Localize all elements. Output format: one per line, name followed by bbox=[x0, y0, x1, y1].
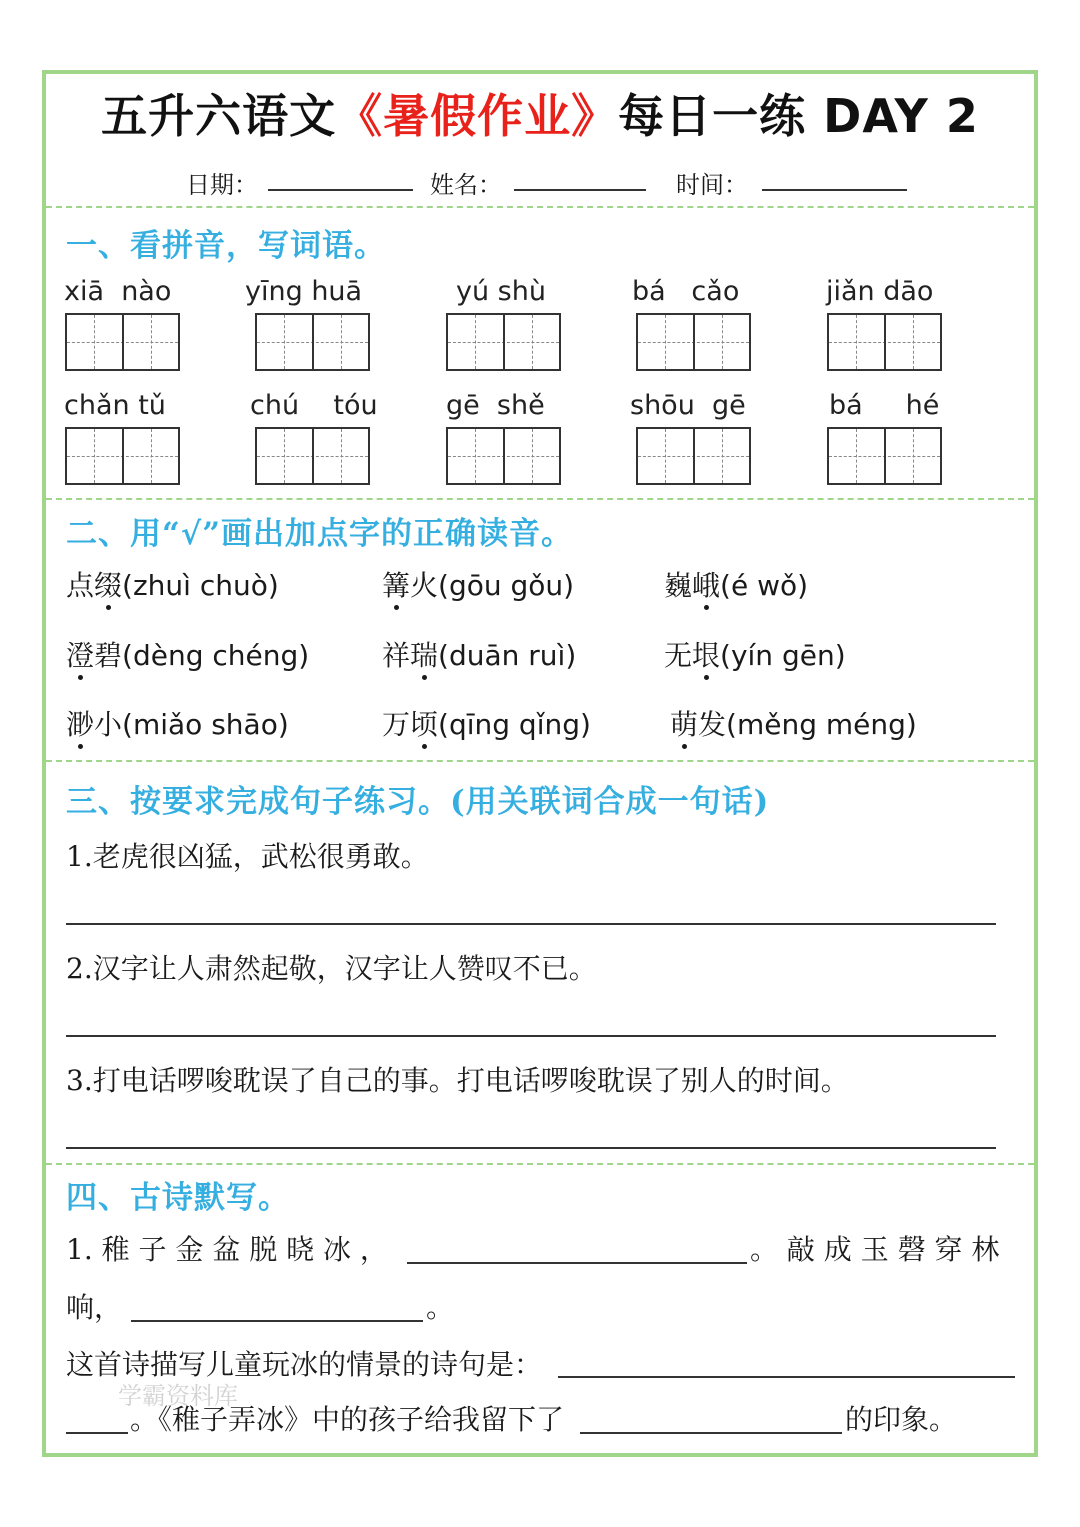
section1-title: 一、看拼音，写词语。 bbox=[66, 228, 386, 264]
sentence-question: 3.打电话啰唆耽误了自己的事。打电话啰唆耽误了别人的时间。 bbox=[66, 1064, 849, 1097]
answer-line[interactable] bbox=[66, 923, 996, 925]
sentence-question: 1.老虎很凶猛，武松很勇敢。 bbox=[66, 840, 429, 873]
writing-box[interactable] bbox=[827, 427, 942, 485]
writing-box[interactable] bbox=[65, 313, 180, 371]
pronunciation-item[interactable]: 祥瑞(duān ruì) bbox=[382, 639, 577, 672]
answer-line[interactable] bbox=[66, 1035, 996, 1037]
section2-title: 二、用“√”画出加点字的正确读音。 bbox=[66, 516, 574, 552]
writing-box[interactable] bbox=[446, 427, 561, 485]
writing-box[interactable] bbox=[255, 427, 370, 485]
page-title bbox=[0, 80, 1080, 146]
pinyin-label: yú shù bbox=[456, 276, 546, 307]
sentence-question: 2.汉字让人肃然起敬，汉字让人赞叹不已。 bbox=[66, 952, 597, 985]
pronunciation-item[interactable]: 无垠(yín gēn) bbox=[664, 639, 846, 672]
pinyin-label: xiā nào bbox=[64, 276, 172, 307]
writing-box[interactable] bbox=[636, 313, 751, 371]
watermark: 学霸资料库 bbox=[118, 1382, 238, 1410]
divider bbox=[46, 760, 1034, 762]
date-label: 日期： bbox=[186, 171, 258, 199]
title-prefix: 五升六语文 bbox=[101, 89, 337, 143]
date-field[interactable] bbox=[268, 165, 413, 191]
writing-box[interactable] bbox=[636, 427, 751, 485]
writing-box[interactable] bbox=[446, 313, 561, 371]
poem-line: 。 bbox=[426, 1291, 455, 1324]
writing-box[interactable] bbox=[827, 313, 942, 371]
pronunciation-item[interactable]: 点缀(zhuì chuò) bbox=[66, 569, 279, 602]
pinyin-label: bá cǎo bbox=[632, 276, 740, 307]
pronunciation-item[interactable]: 澄碧(dèng chéng) bbox=[66, 639, 310, 672]
poem-question: 这首诗描写儿童玩冰的情景的诗句是： bbox=[66, 1348, 543, 1381]
poem-blank[interactable] bbox=[131, 1320, 423, 1322]
pinyin-label: shōu gē bbox=[630, 390, 746, 421]
poem-blank[interactable] bbox=[66, 1432, 128, 1434]
section4-title: 四、古诗默写。 bbox=[66, 1180, 290, 1216]
poem-line: 。 敲 成 玉 磬 穿 林 bbox=[750, 1233, 1000, 1266]
poem-blank[interactable] bbox=[580, 1432, 842, 1434]
answer-line[interactable] bbox=[66, 1147, 996, 1149]
name-field[interactable] bbox=[514, 165, 646, 191]
writing-box[interactable] bbox=[255, 313, 370, 371]
divider bbox=[46, 1163, 1034, 1165]
time-field[interactable] bbox=[762, 165, 907, 191]
section3-title: 三、按要求完成句子练习。(用关联词合成一句话) bbox=[66, 784, 770, 820]
pronunciation-item[interactable]: 萌发(měng méng) bbox=[670, 708, 917, 741]
poem-line: 响， bbox=[66, 1291, 123, 1324]
pinyin-label: chǎn tǔ bbox=[64, 390, 166, 421]
writing-box[interactable] bbox=[65, 427, 180, 485]
poem-blank[interactable] bbox=[558, 1376, 1015, 1378]
time-label: 时间： bbox=[676, 171, 748, 199]
divider bbox=[46, 206, 1034, 208]
pinyin-label: chú tóu bbox=[250, 390, 378, 421]
pinyin-label: bá hé bbox=[829, 390, 940, 421]
title-suffix: 每日一练 DAY 2 bbox=[618, 89, 979, 143]
pinyin-label: jiǎn dāo bbox=[826, 276, 934, 307]
poem-question: 。《稚子弄冰》中的孩子给我留下了 bbox=[130, 1403, 565, 1436]
pronunciation-item[interactable]: 万顷(qīng qǐng) bbox=[382, 708, 591, 741]
poem-line: 1. 稚 子 金 盆 脱 晓 冰 ， bbox=[66, 1233, 388, 1266]
pronunciation-item[interactable]: 渺小(miǎo shāo) bbox=[66, 708, 289, 741]
pronunciation-item[interactable]: 巍峨(é wǒ) bbox=[664, 569, 809, 602]
title-highlight: 《暑假作业》 bbox=[336, 89, 619, 143]
name-label: 姓名： bbox=[430, 171, 502, 199]
pinyin-label: gē shě bbox=[446, 390, 545, 421]
pinyin-label: yīng huā bbox=[245, 276, 363, 307]
poem-blank[interactable] bbox=[407, 1262, 747, 1264]
divider bbox=[46, 498, 1034, 500]
pronunciation-item[interactable]: 篝火(gōu gǒu) bbox=[382, 569, 575, 602]
poem-question: 的印象。 bbox=[845, 1403, 958, 1436]
